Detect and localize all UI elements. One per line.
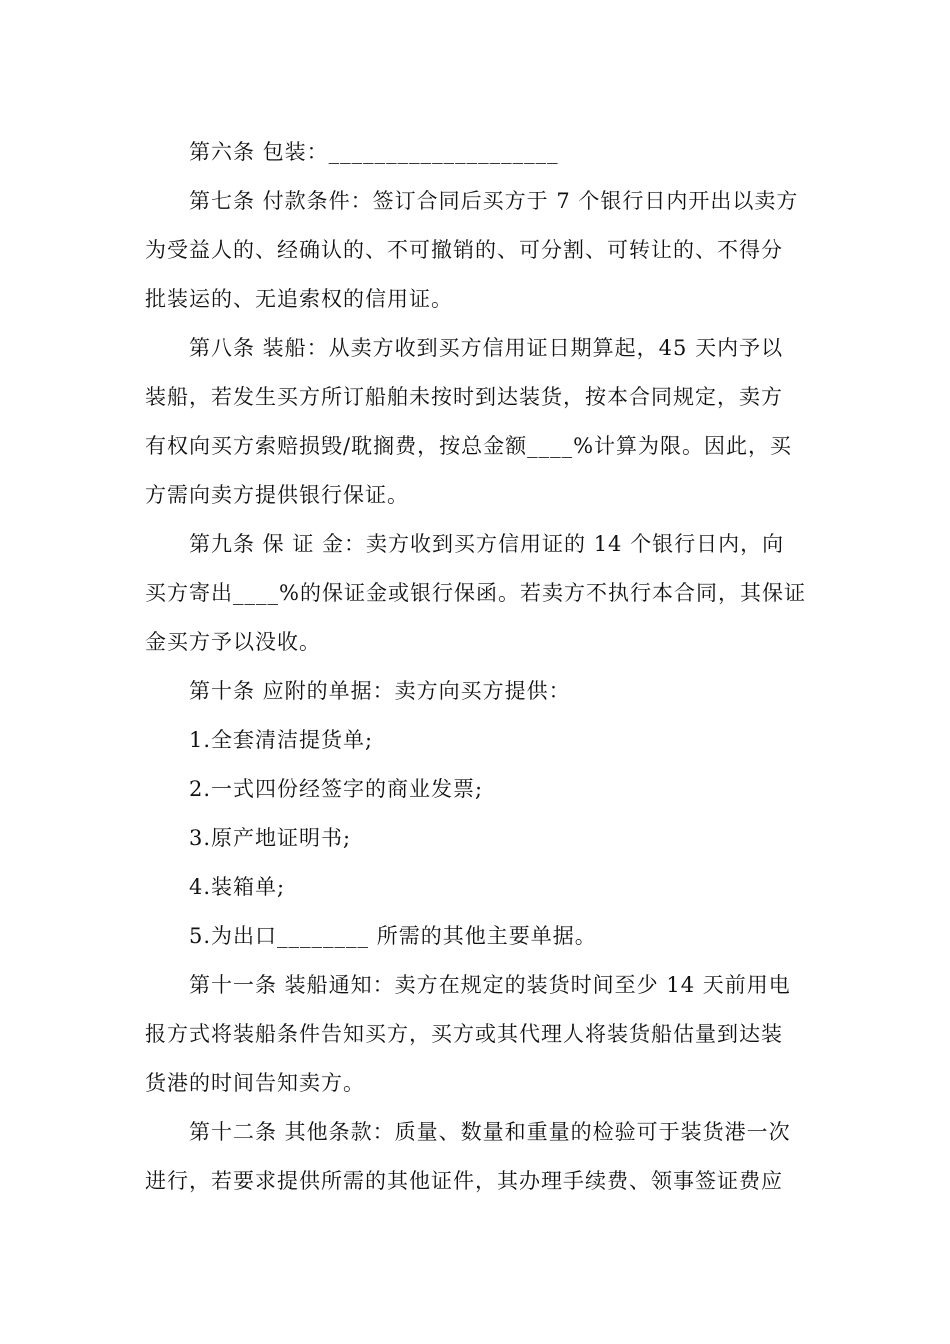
document-item-5: 5.为出口________ 所需的其他主要单据。 (189, 924, 597, 948)
contract-body (145, 128, 810, 1206)
document-item-2: 2.一式四份经签字的商业发票; (189, 777, 484, 801)
clause-8-shipment-line-3: 有权向买方索赔损毁/耽搁费，按总金额____%计算为限。因此，买 (145, 434, 793, 458)
document-item-3: 3.原产地证明书; (189, 826, 352, 850)
clause-10-documents: 第十条 应附的单据：卖方向买方提供： (189, 679, 571, 703)
clause-7-payment-line-1: 第七条 付款条件：签订合同后买方于 7 个银行日内开出以卖方 (189, 189, 799, 213)
clause-9-deposit-line-2: 买方寄出____%的保证金或银行保函。若卖方不执行本合同，其保证 (145, 581, 806, 605)
clause-8-shipment-line-1: 第八条 装船：从卖方收到买方信用证日期算起，45 天内予以 (189, 336, 784, 360)
clause-11-notice-line-1: 第十一条 装船通知：卖方在规定的装货时间至少 14 天前用电 (189, 973, 791, 997)
clause-12-other-line-2: 进行，若要求提供所需的其他证件，其办理手续费、领事签证费应 (145, 1169, 783, 1193)
clause-7-payment-line-2: 为受益人的、经确认的、不可撤销的、可分割、可转让的、不得分 (145, 238, 783, 262)
clause-9-deposit-line-3: 金买方予以没收。 (145, 630, 321, 654)
clause-6-packaging: 第六条 包装：____________________ (189, 140, 559, 164)
clause-7-payment-line-3: 批装运的、无追索权的信用证。 (145, 287, 453, 311)
clause-8-shipment-line-4: 方需向卖方提供银行保证。 (145, 483, 409, 507)
document-item-1: 1.全套清洁提货单; (189, 728, 374, 752)
clause-8-shipment-line-2: 装船，若发生买方所订船舶未按时到达装货，按本合同规定，卖方 (145, 385, 783, 409)
clause-9-deposit-line-1: 第九条 保 证 金：卖方收到买方信用证的 14 个银行日内，向 (189, 532, 785, 556)
clause-12-other-line-1: 第十二条 其他条款：质量、数量和重量的检验可于装货港一次 (189, 1120, 791, 1144)
document-item-4: 4.装箱单; (189, 875, 286, 899)
clause-11-notice-line-3: 货港的时间告知卖方。 (145, 1071, 365, 1095)
clause-11-notice-line-2: 报方式将装船条件告知买方，买方或其代理人将装货船估量到达装 (145, 1022, 783, 1046)
